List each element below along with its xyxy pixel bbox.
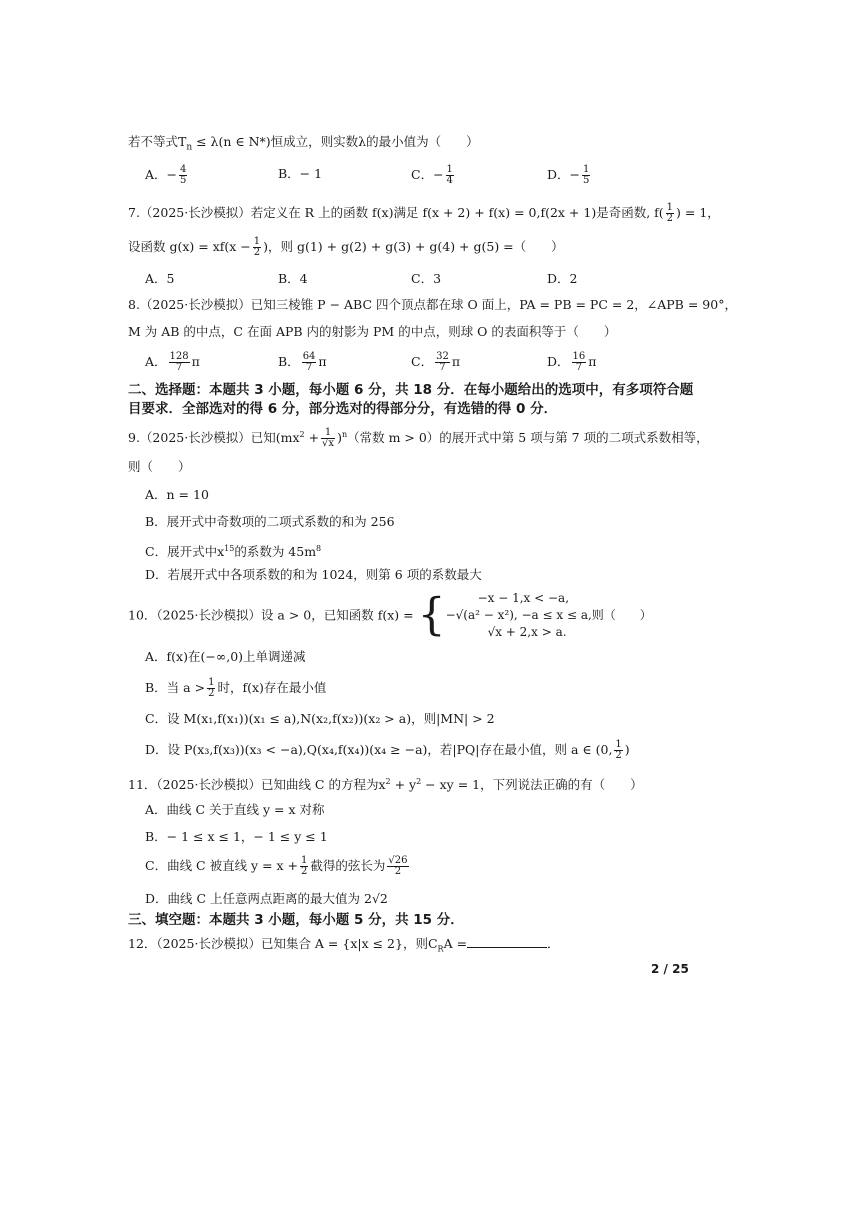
q8-stem-line2: M 为 AB 的中点，C 在面 APB 内的射影为 PM 的中点，则球 O 的表面积等于（ ） <box>128 324 617 339</box>
q6-option-d: D．− $\frac{1}{5}$ <box>547 164 590 186</box>
q7-option-b: B．4 <box>278 271 308 286</box>
page-number: 2 / 25 <box>651 962 689 976</box>
q11-option-a: A．曲线 C 关于直线 y = x 对称 <box>145 802 325 817</box>
q6-stem: 若不等式$T_n \le \lambda(n$ ∈ N*)恒成立，则实数λ的最小值为（ ） <box>128 134 479 153</box>
q7-option-d: D．2 <box>547 271 578 286</box>
q11-option-b: B．− 1 ≤ x ≤ 1，− 1 ≤ y ≤ 1 <box>145 829 328 844</box>
q7-option-c: C．3 <box>411 271 442 286</box>
section-2-heading-line2: 目要求．全部选对的得 6 分，部分选对的得部分分，有选错的得 0 分． <box>128 401 558 417</box>
q8-option-b: B． $\frac{64}{7}$ π <box>278 351 327 373</box>
q7-option-a: A．5 <box>145 271 175 286</box>
q8-option-a: A． $\frac{128}{7}$ π <box>145 351 200 373</box>
section-2-heading-line1: 二、选择题：本题共 3 小题，每小题 6 分，共 18 分．在每小题给出的选项中，有多项符合题 <box>128 382 694 398</box>
q10-option-d: D．设 P(x₃,f(x₃))(x₃ < −a),Q(x₄,f(x₄))(x₄ ≥ −a)，若|PQ|存在最小值，则 a ∈ (0, $\frac{1}{2}$ ) <box>145 739 630 761</box>
q10-stem: 10．（2025·长沙模拟）设 a > 0，已知函数 f(x) = { −x − 1,x < −a, −√(a² − x²), −a ≤ x ≤ a,则（ ） √x + 2,x > a. <box>128 589 652 641</box>
q9-option-d: D．若展开式中各项系数的和为 1024，则第 6 项的系数最大 <box>145 567 482 582</box>
q11-option-c: C．曲线 C 被直线 y = x + $\frac{1}{2}$ 截得的弦长为 $\frac{√26}{2}$ <box>145 855 408 877</box>
q8-option-c: C． $\frac{32}{7}$ π <box>411 351 461 373</box>
q6-option-a: A．− $\frac{4}{5}$ <box>145 164 187 186</box>
q11-stem: 11．（2025·长沙模拟）已知曲线 C 的方程为$x^2 + y^2$ − xy = 1，下列说法正确的有（ ） <box>128 777 643 793</box>
q9-option-b: B．展开式中奇数项的二项式系数的和为 256 <box>145 514 395 529</box>
q9-stem-line1: 9.（2025·长沙模拟）已知($mx^2$ + $\frac{1}{√x}$ )$^n$（常数 m > 0）的展开式中第 5 项与第 7 项的二项式系数相等， <box>128 427 709 450</box>
q6-option-c: C．− $\frac{1}{4}$ <box>411 164 453 186</box>
q10-option-a: A．f(x)在(−∞,0)上单调递减 <box>145 649 306 664</box>
q9-option-a: A．n = 10 <box>145 487 209 502</box>
q7-stem-line1: 7.（2025·长沙模拟）若定义在 R 上的函数 f(x)满足 f(x + 2) + f(x) = 0,f(2x + 1)是奇函数, f( $\frac{1}{2}$ ) = 1， <box>128 202 720 224</box>
q10-option-b: B．当 a > $\frac{1}{2}$ 时，f(x)存在最小值 <box>145 677 327 699</box>
q8-stem-line1: 8.（2025·长沙模拟）已知三棱锥 P − ABC 四个顶点都在球 O 面上，PA = PB = PC = 2，∠APB = 90°， <box>128 297 737 312</box>
q8-option-d: D． $\frac{16}{7}$ π <box>547 351 597 373</box>
q10-option-c: C．设 M(x₁,f(x₁))(x₁ ≤ a),N(x₂,f(x₂))(x₂ > a)，则|MN| > 2 <box>145 711 495 726</box>
q9-stem-line2: 则（ ） <box>128 459 191 474</box>
q11-option-d: D．曲线 C 上任意两点距离的最大值为 2√2 <box>145 891 388 906</box>
q7-stem-line2: 设函数 g(x) = xf(x − $\frac{1}{2}$ )，则 g(1) + g(2) + g(3) + g(4) + g(5) =（ ） <box>128 236 564 258</box>
q9-option-c: C．展开式中$x^{15}$的系数为 $45m^8$ <box>145 544 322 560</box>
q6-option-b: B．− 1 <box>278 166 323 181</box>
q12-answer-blank[interactable] <box>467 935 547 948</box>
q12-stem: 12．（2025·长沙模拟）已知集合 A = {x|x ≤ 2}，则$C_RA$ = ． <box>128 936 560 954</box>
section-3-heading: 三、填空题：本题共 3 小题，每小题 5 分，共 15 分． <box>128 912 464 928</box>
